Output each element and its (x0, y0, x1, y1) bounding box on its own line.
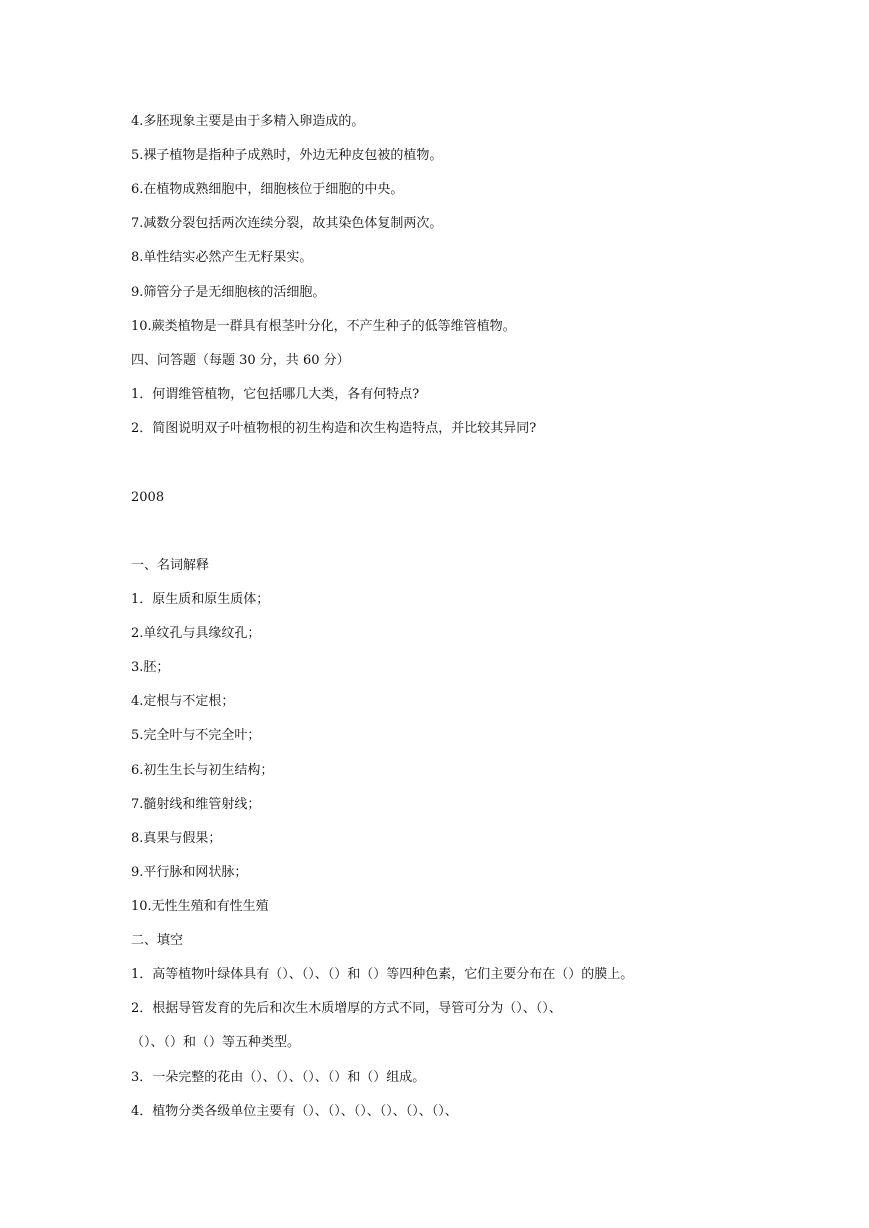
tf-item-4: 4.多胚现象主要是由于多精入卵造成的。 (131, 114, 365, 129)
fill-item-4: 4．植物分类各级单位主要有（）、（）、（）、（）、（）、（）、 (131, 1104, 458, 1119)
term-item-9: 9.平行脉和网状脉； (131, 865, 248, 880)
fill-item-3: 3．一朵完整的花由（）、（）、（）、（）和（）组成。 (131, 1070, 426, 1085)
term-item-3: 3.胚； (131, 660, 170, 675)
year-heading: 2008 (131, 490, 165, 505)
terms-heading: 一、名词解释 (131, 558, 210, 573)
term-item-2: 2.单纹孔与具缘纹孔； (131, 626, 261, 641)
tf-item-8: 8.单性结实必然产生无籽果实。 (131, 250, 313, 265)
tf-item-5: 5.裸子植物是指种子成熟时，外边无种皮包被的植物。 (131, 148, 443, 163)
questions-heading: 四、问答题（每题 30 分，共 60 分） (131, 353, 350, 368)
fill-item-2: 2．根据导管发育的先后和次生木质增厚的方式不同，导管可分为（）、（）、 (131, 1001, 562, 1016)
fill-item-1: 1．高等植物叶绿体具有（）、（）、（）和（）等四种色素，它们主要分布在（）的膜上。 (131, 967, 634, 982)
term-item-6: 6.初生生长与初生结构； (131, 763, 274, 778)
tf-item-7: 7.减数分裂包括两次连续分裂，故其染色体复制两次。 (131, 216, 443, 231)
term-item-4: 4.定根与不定根； (131, 694, 235, 709)
term-item-10: 10.无性生殖和有性生殖 (131, 899, 269, 914)
term-item-7: 7.髓射线和维管射线； (131, 797, 261, 812)
fill-heading: 二、填空 (131, 933, 184, 948)
term-item-5: 5.完全叶与不完全叶； (131, 728, 261, 743)
tf-item-10: 10.蕨类植物是一群具有根茎叶分化，不产生种子的低等维管植物。 (131, 319, 516, 334)
question-item-1: 1．何谓维管植物，它包括哪几大类，各有何特点? (131, 387, 420, 402)
tf-item-9: 9.筛管分子是无细胞核的活细胞。 (131, 285, 326, 300)
fill-item-2-continued: （）、（）和（）等五种类型。 (131, 1035, 301, 1050)
term-item-1: 1．原生质和原生质体； (131, 592, 270, 607)
term-item-8: 8.真果与假果； (131, 831, 222, 846)
tf-item-6: 6.在植物成熟细胞中，细胞核位于细胞的中央。 (131, 182, 404, 197)
question-item-2: 2．简图说明双子叶植物根的初生构造和次生构造特点，并比较其异同? (131, 421, 537, 436)
